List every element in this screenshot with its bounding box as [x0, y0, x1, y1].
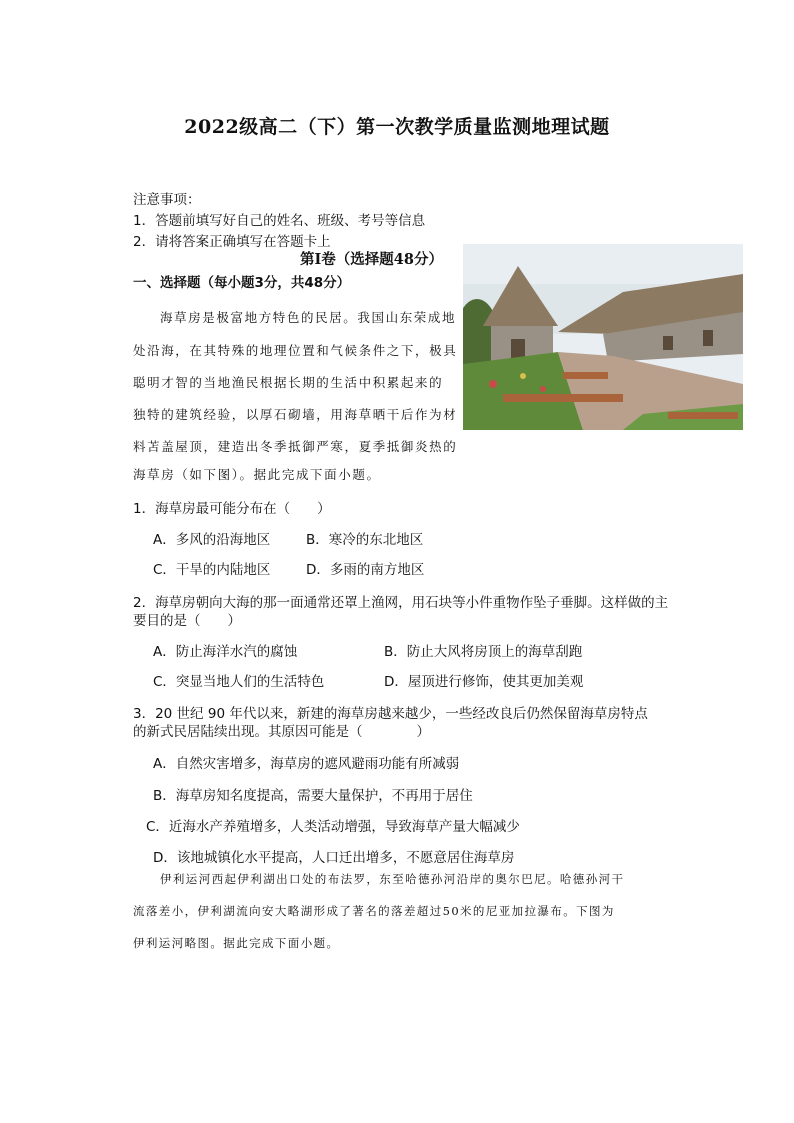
passage2-line-2: 流落差小，伊利湖流向安大略湖形成了著名的落差超过50米的尼亚加拉瀑布。下图为 [133, 904, 615, 918]
question-3-option-d: D．该地城镇化水平提高，人口迁出增多，不愿意居住海草房 [153, 850, 515, 866]
question-3-stem-line-2: 的新式民居陆续出现。其原因可能是（ ） [133, 724, 430, 740]
passage2-line-3: 伊利运河略图。据此完成下面小题。 [133, 936, 340, 950]
question-2-option-b: B．防止大风将房顶上的海草刮跑 [384, 644, 583, 660]
question-2-stem-line-1: 2．海草房朝向大海的那一面通常还罩上渔网，用石块等小件重物作坠子垂脚。这样做的主 [133, 595, 669, 611]
passage1-line-3: 聪明才智的当地渔民根据长期的生活中积累起来的 [133, 375, 444, 390]
question-3-stem-line-1: 3．20 世纪 90 年代以来，新建的海草房越来越少，一些经改良后仍然保留海草房特点 [133, 706, 648, 722]
passage1-line-4: 独特的建筑经验，以厚石砌墙，用海草晒干后作为材 [133, 407, 458, 422]
passage1-line-1: 海草房是极富地方特色的民居。我国山东荣成地 [160, 310, 457, 325]
question-3-option-c: C．近海水产养殖增多，人类活动增强，导致海草产量大幅减少 [146, 819, 520, 835]
question-3-option-a: A．自然灾害增多，海草房的遮风避雨功能有所减弱 [153, 756, 460, 772]
passage1-line-6: 海草房（如下图）。据此完成下面小题。 [133, 467, 381, 482]
notes-item-1: 1．答题前填写好自己的姓名、班级、考号等信息 [133, 213, 426, 229]
seaweed-house-photo-icon [463, 244, 743, 430]
passage2-line-1: 伊利运河西起伊利湖出口处的布法罗，东至哈德孙河沿岸的奥尔巴尼。哈德孙河干 [160, 872, 625, 886]
question-1-stem: 1．海草房最可能分布在（ ） [133, 501, 331, 517]
page-title: 2022级高二（下）第一次教学质量监测地理试题 [184, 116, 610, 138]
seaweed-house-photo [463, 244, 743, 430]
question-2-option-c: C．突显当地人们的生活特色 [153, 674, 325, 690]
notes-item-2: 2．请将答案正确填写在答题卡上 [133, 234, 331, 250]
question-3-option-b: B．海草房知名度提高，需要大量保护，不再用于居住 [153, 788, 473, 804]
section-title: 第Ⅰ卷（选择题48分） [300, 251, 443, 268]
question-2-stem-line-2: 要目的是（ ） [133, 613, 241, 629]
question-1-option-a: A．多风的沿海地区 [153, 532, 271, 548]
notes-heading: 注意事项： [133, 192, 201, 208]
question-1-option-b: B．寒冷的东北地区 [306, 532, 424, 548]
question-1-option-c: C．干旱的内陆地区 [153, 562, 271, 578]
part-heading: 一、选择题（每小题3分，共48分） [133, 275, 351, 291]
question-1-option-d: D．多雨的南方地区 [306, 562, 425, 578]
question-2-option-d: D．屋顶进行修饰，使其更加美观 [384, 674, 584, 690]
passage1-line-5: 料苫盖屋顶，建造出冬季抵御严寒，夏季抵御炎热的 [133, 439, 458, 454]
passage1-line-2: 处沿海，在其特殊的地理位置和气候条件之下，极具 [133, 343, 458, 358]
question-2-option-a: A．防止海洋水汽的腐蚀 [153, 644, 298, 660]
